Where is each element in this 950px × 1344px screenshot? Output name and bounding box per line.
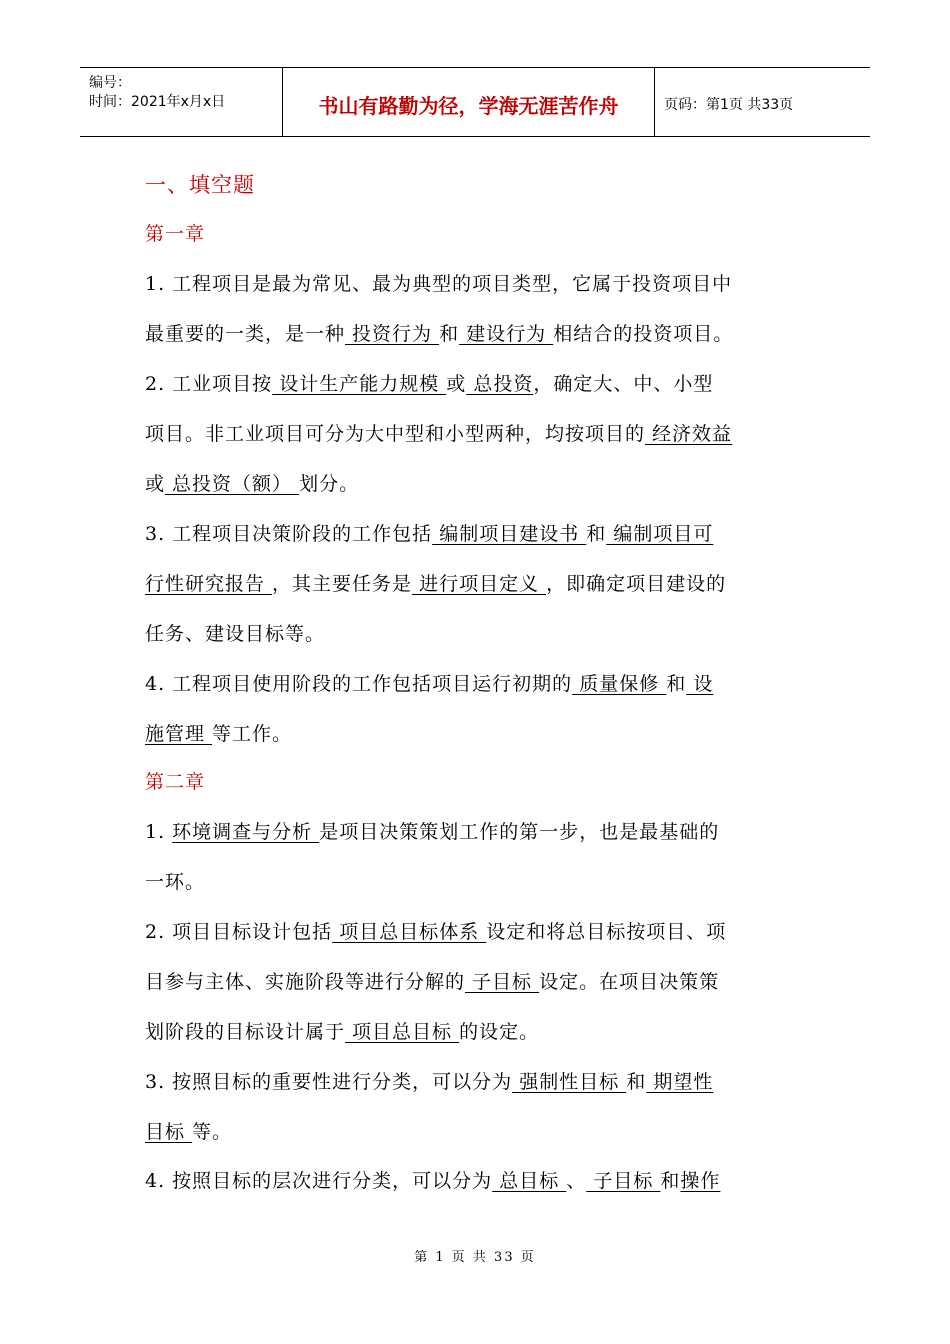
header-page-cell [655,68,870,136]
question-text: 和 [660,1170,681,1192]
question-text: 设定和将总目标按项目、项 [486,921,727,943]
question-text: 或 [446,373,467,395]
question-text: 设定。在项目决策策 [539,971,720,993]
question-text: 和 [626,1071,647,1093]
answer-blank: 施管理 [145,723,213,745]
time-label: 时间：2021年x月x日 [89,94,226,110]
answer-blank: 设计生产能力规模 [272,373,447,395]
question-line [145,869,807,895]
question-line [145,1168,807,1194]
answer-blank: 操作 [680,1170,721,1192]
question-text: 3. 按照目标的重要性进行分类，可以分为 [145,1071,513,1093]
question-line [145,1069,807,1095]
question-line [145,471,807,497]
question-line [145,521,807,547]
question-text: 项目。非工业项目可分为大中型和小型两种，均按项目的 [145,423,646,445]
chapter-title: 第一章 [145,223,206,245]
question-line [145,421,807,447]
question-line [145,621,807,647]
answer-blank: 强制性目标 [512,1071,627,1093]
question-text: 相结合的投资项目。 [553,323,734,345]
question-text: ，确定大、中、小型 [533,373,714,395]
chapter-title: 第二章 [145,771,206,793]
answer-blank: 总目标 [492,1170,567,1192]
answer-blank: 建设行为 [459,323,554,345]
question-line [145,271,807,297]
page-info: 页码：第1页 共33页 [664,97,794,113]
question-line [145,819,807,845]
answer-blank: 设 [686,673,714,695]
question-text: 和 [586,523,607,545]
answer-blank: 子目标 [465,971,540,993]
answer-blank: 经济效益 [645,423,733,445]
question-text: 4. 工程项目使用阶段的工作包括项目运行初期的 [145,673,573,695]
question-text: 划分。 [299,473,360,495]
question-text: 、 [566,1170,587,1192]
question-text: 和 [439,323,460,345]
answer-blank: 目标 [145,1121,193,1143]
question-line [145,321,807,347]
question-text: 的设定。 [459,1021,540,1043]
answer-blank: 行性研究报告 [145,573,273,595]
question-text: 最重要的一类，是一种 [145,323,346,345]
answer-blank: 总投资 [466,373,534,395]
answer-blank: 子目标 [586,1170,661,1192]
question-text: 3. 工程项目决策阶段的工作包括 [145,523,433,545]
answer-blank: 编制项目可 [606,523,714,545]
question-text: 一环。 [145,871,206,893]
question-line [145,571,807,597]
question-line [145,671,807,697]
question-line [145,969,807,995]
question-text: ，其主要任务是 [272,573,413,595]
question-text: 任务、建设目标等。 [145,623,326,645]
motto: 书山有路勤为径，学海无涯苦作舟 [318,94,619,118]
question-text: ，即确定项目建设的 [546,573,727,595]
answer-blank: 期望性 [646,1071,714,1093]
answer-blank: 项目总目标 [345,1021,460,1043]
question-text: 划阶段的目标设计属于 [145,1021,346,1043]
question-text: 是项目决策策划工作的第一步，也是最基础的 [319,821,720,843]
answer-blank: 投资行为 [345,323,440,345]
question-line [145,371,807,397]
question-line [145,919,807,945]
question-line [145,1119,807,1145]
answer-blank: 项目总目标体系 [332,921,487,943]
question-line [145,721,807,747]
question-line [145,1019,807,1045]
question-text: 或 [145,473,166,495]
question-text: 2. 工业项目按 [145,373,273,395]
header-motto-cell [283,68,655,136]
question-text: 2. 项目目标设计包括 [145,921,333,943]
question-text: 等工作。 [212,723,293,745]
question-text: 目参与主体、实施阶段等进行分解的 [145,971,466,993]
section-title: 一、填空题 [145,173,255,197]
header-meta-cell [80,68,283,136]
answer-blank: 进行项目定义 [412,573,547,595]
answer-blank: 环境调查与分析 [172,821,320,843]
answer-blank: 质量保修 [572,673,667,695]
question-text: 1. [145,821,173,843]
answer-blank: 编制项目建设书 [432,523,587,545]
answer-blank: 总投资（额） [165,473,300,495]
question-text: 4. 按照目标的层次进行分类，可以分为 [145,1170,493,1192]
number-label: 编号： [89,75,131,91]
document-header [80,67,870,137]
page-footer: 第 1 页 共 33 页 [414,1250,536,1265]
question-text: 和 [666,673,687,695]
question-text: 等。 [192,1121,233,1143]
question-text: 1. 工程项目是最为常见、最为典型的项目类型，它属于投资项目中 [145,273,733,295]
